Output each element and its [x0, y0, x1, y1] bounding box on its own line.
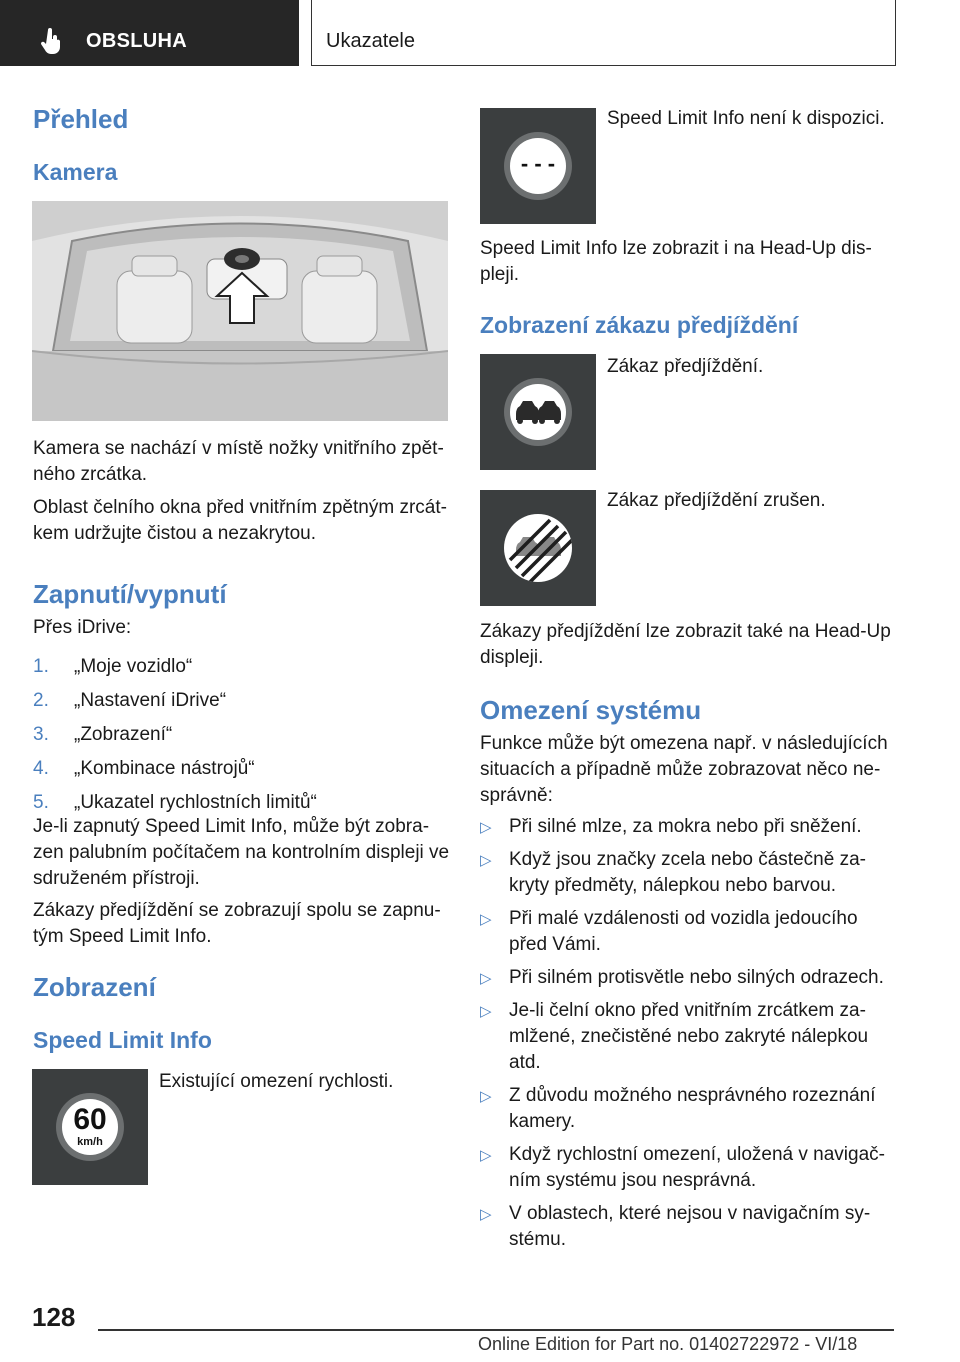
hud-note: Speed Limit Info lze zobrazit i na Head-Up dis‐ pleji. — [480, 238, 872, 285]
list-item: 1. „Moje vozidlo“ — [33, 656, 193, 677]
no-overtaking-sign-icon — [480, 354, 596, 470]
list-item: ▷ Když rychlostní omezení, uložená v navigač‐ ním systému jsou nesprávná. — [480, 1144, 885, 1191]
heading-zakaz-predjizdeni: Zobrazení zákazu předjíždění — [480, 312, 799, 338]
list-item: 5. „Ukazatel rychlostních limitů“ — [33, 792, 317, 813]
list-item: ▷ Při silném protisvětle nebo silných odrazech. — [480, 965, 910, 991]
bullet-triangle-icon: ▷ — [480, 1088, 492, 1105]
bullet-triangle-icon: ▷ — [480, 970, 492, 987]
bullet-triangle-icon: ▷ — [480, 911, 492, 928]
hand-pointer-icon — [40, 28, 64, 54]
idrive-intro: Přes iDrive: — [33, 617, 132, 638]
heading-zobrazeni: Zobrazení — [33, 972, 156, 1002]
edition-note: Online Edition for Part no. 01402722972 - VI/18 — [478, 1334, 858, 1354]
camera-description: Kamera se nachází v místě nožky vnitřního zpět‐ ného zrcátka. — [33, 438, 444, 485]
bullet-triangle-icon: ▷ — [480, 852, 492, 869]
camera-location-illustration — [32, 201, 448, 421]
bullet-triangle-icon: ▷ — [480, 1206, 492, 1223]
unavailable-caption: Speed Limit Info není k dispozici. — [607, 108, 885, 129]
no-overtaking-caption: Zákaz předjíždění. — [607, 356, 764, 377]
speed-limit-info-note: Je-li zapnutý Speed Limit Info, může být zobra‐ zen palubním počítačem na kontrolním displeji ve sdruženém přístroji. — [33, 816, 450, 889]
section-title: OBSLUHA — [86, 30, 187, 52]
bullet-triangle-icon: ▷ — [480, 1147, 492, 1164]
idrive-steps — [33, 654, 453, 824]
list-item: ▷ Při malé vzdálenosti od vozidla jedoucího před Vámi. — [480, 908, 858, 955]
list-item: 2. „Nastavení iDrive“ — [33, 690, 227, 711]
heading-prehled: Přehled — [33, 104, 129, 134]
heading-kamera: Kamera — [33, 159, 118, 185]
page-number: 128 — [32, 1302, 76, 1332]
list-item: 4. „Kombinace nástrojů“ — [33, 758, 255, 779]
camera-cleaning-note: Oblast čelního okna před vnitřním zpětným zrcát‐ kem udržujte čistou a nezakrytou. — [33, 497, 447, 544]
overtaking-note: Zákazy předjíždění se zobrazují spolu se zapnu‐ tým Speed Limit Info. — [33, 900, 441, 947]
end-no-overtaking-sign-icon — [480, 490, 596, 606]
list-item: ▷ Je-li čelní okno před vnitřním zrcátkem za‐ mlžené, znečistěné nebo zakryté nálepkou atd. — [480, 1000, 869, 1073]
speed-limit-unit: km/h — [77, 1136, 103, 1148]
chapter-title: Ukazatele — [326, 30, 415, 52]
section-tab — [0, 0, 299, 66]
list-item: ▷ V oblastech, které nejsou v navigačním sy‐ stému. — [480, 1203, 871, 1250]
list-item: ▷ Při silné mlze, za mokra nebo při sněžení. — [480, 814, 910, 840]
hud-overtaking-note: Zákazy předjíždění lze zobrazit také na Head-Up displeji. — [480, 621, 891, 668]
limitations-intro: Funkce může být omezena např. v následujících situacích a případně může zobrazovat něco ne‐ správně: — [480, 733, 888, 806]
speed-limit-caption: Existující omezení rychlosti. — [159, 1071, 394, 1092]
heading-zapnuti: Zapnutí/vypnutí — [33, 579, 227, 609]
no-info-dashes: - - - — [520, 151, 556, 176]
speed-limit-value: 60 — [73, 1103, 107, 1136]
speed-limit-unavailable-sign — [480, 108, 596, 224]
speed-limit-60-sign — [32, 1069, 148, 1185]
list-item: ▷ Když jsou značky zcela nebo částečně za‐ kryty předměty, nálepkou nebo barvou. — [480, 849, 866, 896]
list-item: ▷ Z důvodu možného nesprávného rozeznání kamery. — [480, 1085, 876, 1132]
end-no-overtaking-caption: Zákaz předjíždění zrušen. — [607, 490, 826, 511]
limitations-list — [480, 814, 910, 1260]
bullet-triangle-icon: ▷ — [480, 819, 492, 836]
bullet-triangle-icon: ▷ — [480, 1003, 492, 1020]
list-item: 3. „Zobrazení“ — [33, 724, 173, 745]
heading-omezeni-systemu: Omezení systému — [480, 695, 702, 725]
footer-divider — [98, 1329, 894, 1331]
heading-speed-limit-info: Speed Limit Info — [33, 1027, 212, 1053]
chapter-tab — [311, 0, 896, 66]
